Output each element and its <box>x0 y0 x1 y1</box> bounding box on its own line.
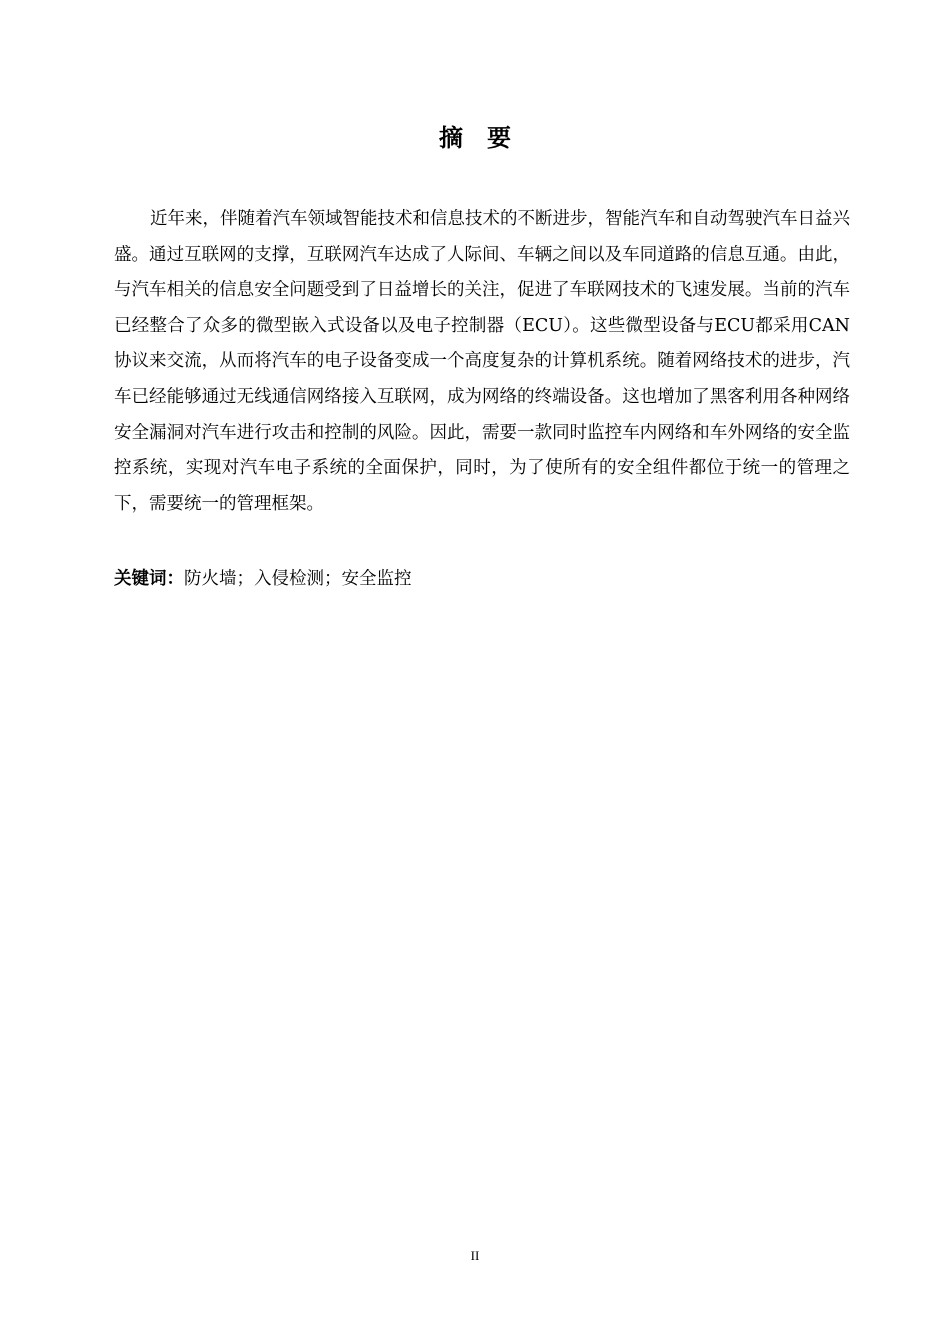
keywords-list: 防火墙；入侵检测；安全监控 <box>184 569 412 589</box>
abstract-paragraph: 近年来，伴随着汽车领域智能技术和信息技术的不断进步，智能汽车和自动驾驶汽车日益兴盛。通过互联网的支撑，互联网汽车达成了人际间、车辆之间以及车同道路的信息互通。由此，与汽车相关的信息安全问题受到了日益增长的关注，促进了车联网技术的飞速发展。当前的汽车已经整合了众多的微型嵌入式设备以及电子控制器（ECU）。这些微型设备与ECU都采用CAN协议来交流，从而将汽车的电子设备变成一个高度复杂的计算机系统。随着网络技术的进步，汽车已经能够通过无线通信网络接入互联网，成为网络的终端设备。这也增加了黑客利用各种网络安全漏洞对汽车进行攻击和控制的风险。因此，需要一款同时监控车内网络和车外网络的安全监控系统，实现对汽车电子系统的全面保护，同时，为了使所有的安全组件都位于统一的管理之下，需要统一的管理框架。 <box>114 209 850 514</box>
page-number: II <box>470 1248 480 1263</box>
keywords-line <box>114 561 850 597</box>
page-title: 摘要 <box>439 124 535 152</box>
keywords-label: 关键词： <box>114 569 184 589</box>
